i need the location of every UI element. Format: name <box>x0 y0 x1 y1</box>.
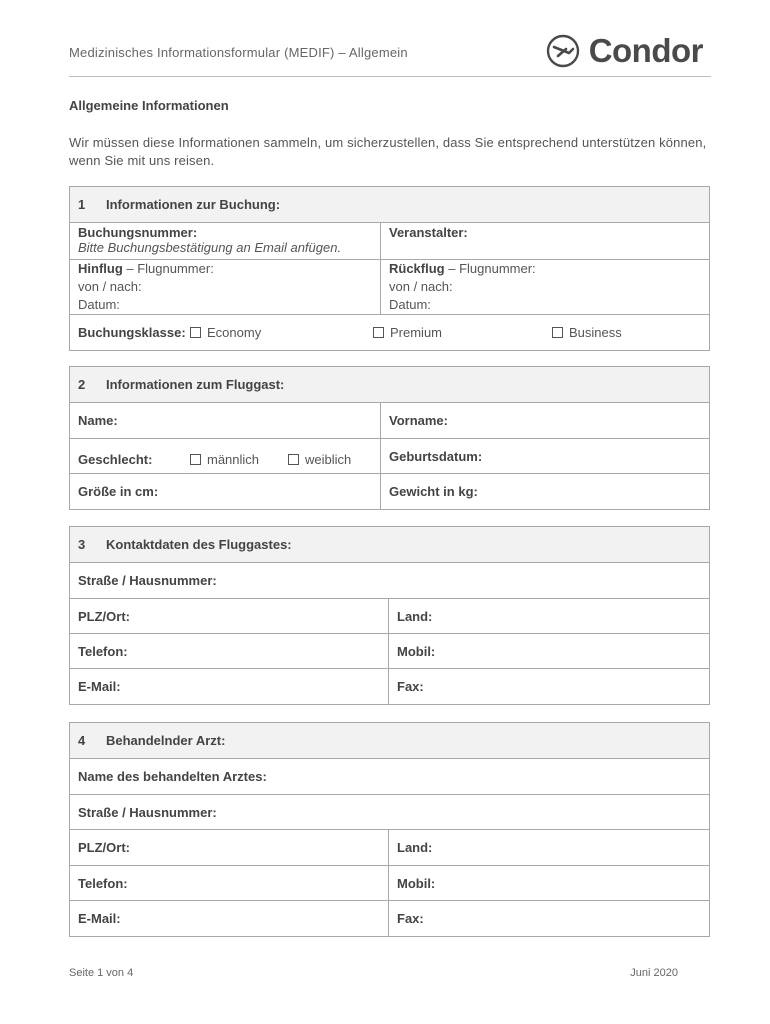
doctor-phone-label: Telefon: <box>78 875 128 891</box>
booking-class-field <box>70 315 709 350</box>
class-premium-option[interactable] <box>373 325 552 340</box>
return-flight-field[interactable] <box>380 260 709 314</box>
measurements-row <box>70 474 709 509</box>
doctor-fax-label: Fax: <box>397 911 424 926</box>
section-title: Kontaktdaten des Fluggastes: <box>106 537 292 552</box>
general-info-heading: Allgemeine Informationen <box>69 98 229 113</box>
phone-field[interactable] <box>70 634 388 668</box>
birthdate-label: Geburtsdatum: <box>389 448 483 464</box>
fax-label: Fax: <box>397 679 424 694</box>
height-field[interactable] <box>70 474 380 509</box>
section-number: 3 <box>78 537 86 552</box>
section-title: Informationen zur Buchung: <box>106 197 281 212</box>
booking-row <box>70 223 709 260</box>
organizer-label: Veranstalter: <box>389 225 468 240</box>
doctor-zip-row <box>70 830 709 866</box>
return-label: Rückflug <box>389 261 445 276</box>
class-business-option[interactable] <box>552 325 622 340</box>
doctor-phone-field[interactable] <box>70 866 388 900</box>
doctor-street-row <box>70 795 709 830</box>
outbound-flight-field[interactable] <box>70 260 380 314</box>
document-date: Juni 2020 <box>630 967 678 979</box>
class-economy-option[interactable] <box>190 325 373 340</box>
name-row <box>70 403 709 439</box>
firstname-field[interactable] <box>380 403 709 438</box>
doctor-street-field[interactable] <box>70 795 709 829</box>
doctor-street-label: Straße / Hausnummer: <box>78 804 217 820</box>
doctor-zip-label: PLZ/Ort: <box>78 840 130 855</box>
gender-female-option[interactable] <box>288 452 351 467</box>
doctor-name-field[interactable] <box>70 759 709 794</box>
section-doctor <box>69 722 710 937</box>
gender-row <box>70 439 709 474</box>
condor-logo <box>546 34 703 68</box>
name-label: Name: <box>78 413 118 428</box>
doctor-phone-row <box>70 866 709 901</box>
name-field[interactable] <box>70 403 380 438</box>
checkbox-icon[interactable] <box>373 327 384 338</box>
checkbox-icon[interactable] <box>190 454 201 465</box>
booking-class-label: Buchungsklasse: <box>78 325 186 340</box>
intro-text: Wir müssen diese Informationen sammeln, um sicherzustellen, dass Sie entsprechend unterstützen können, wenn Sie mit uns reisen. <box>69 135 707 168</box>
male-label: männlich <box>207 451 260 467</box>
weight-label: Gewicht in kg: <box>389 484 478 499</box>
premium-label: Premium <box>390 325 443 340</box>
section-title: Behandelnder Arzt: <box>106 733 226 748</box>
section-number: 2 <box>78 377 86 392</box>
outbound-date-label: Datum: <box>78 297 120 312</box>
country-label: Land: <box>397 608 433 624</box>
class-row <box>70 315 709 350</box>
doctor-email-field[interactable] <box>70 901 388 936</box>
doctor-mobile-field[interactable] <box>388 866 709 900</box>
condor-bird-logo-icon <box>546 34 580 68</box>
height-label: Größe in cm: <box>78 484 159 499</box>
checkbox-icon[interactable] <box>288 454 299 465</box>
section-number: 4 <box>78 733 86 748</box>
brand-name: Condor <box>588 32 703 69</box>
email-row <box>70 669 709 704</box>
phone-label: Telefon: <box>78 643 128 659</box>
outbound-flight-number-label: – Flugnummer: <box>126 261 214 276</box>
economy-label: Economy <box>207 325 262 340</box>
country-field[interactable] <box>388 599 709 633</box>
street-label: Straße / Hausnummer: <box>78 573 217 588</box>
page-header <box>69 32 711 77</box>
email-field[interactable] <box>70 669 388 704</box>
doctor-name-label: Name des behandelten Arztes: <box>78 769 267 784</box>
female-label: weiblich <box>305 451 352 467</box>
return-date-label: Datum: <box>389 297 431 312</box>
email-label: E-Mail: <box>78 679 121 694</box>
section-header <box>70 187 709 223</box>
booking-number-field[interactable] <box>70 223 380 259</box>
doctor-name-row <box>70 759 709 795</box>
business-label: Business <box>569 325 622 340</box>
doctor-fax-field[interactable] <box>388 901 709 936</box>
section-passenger <box>69 366 710 510</box>
outbound-from-to-label: von / nach: <box>78 279 142 294</box>
doctor-zip-field[interactable] <box>70 830 388 865</box>
gender-field <box>70 439 380 473</box>
flights-row <box>70 260 709 315</box>
mobile-label: Mobil: <box>397 643 436 659</box>
checkbox-icon[interactable] <box>552 327 563 338</box>
section-contact <box>69 526 710 705</box>
zip-field[interactable] <box>70 599 388 633</box>
zip-row <box>70 599 709 634</box>
section-header <box>70 527 709 563</box>
weight-field[interactable] <box>380 474 709 509</box>
return-flight-number-label: – Flugnummer: <box>448 261 536 276</box>
section-header <box>70 723 709 759</box>
booking-number-label: Buchungsnummer: <box>78 225 198 240</box>
doctor-email-row <box>70 901 709 936</box>
doctor-email-label: E-Mail: <box>78 911 121 926</box>
firstname-label: Vorname: <box>389 413 448 428</box>
fax-field[interactable] <box>388 669 709 704</box>
gender-male-option[interactable] <box>190 452 288 467</box>
page-number: Seite 1 von 4 <box>69 967 134 979</box>
organizer-field[interactable] <box>380 223 709 259</box>
street-field[interactable] <box>70 563 709 598</box>
doctor-country-field[interactable] <box>388 830 709 865</box>
doctor-mobile-label: Mobil: <box>397 875 436 891</box>
section-title: Informationen zum Fluggast: <box>106 377 285 392</box>
birthdate-field[interactable] <box>380 439 709 473</box>
booking-hint: Bitte Buchungsbestätigung an Email anfügen. <box>78 240 342 255</box>
section-header <box>70 367 709 403</box>
outbound-label: Hinflug <box>78 261 123 276</box>
gender-label: Geschlecht: <box>78 451 153 467</box>
phone-row <box>70 634 709 669</box>
return-from-to-label: von / nach: <box>389 279 453 294</box>
checkbox-icon[interactable] <box>190 327 201 338</box>
section-booking <box>69 186 710 351</box>
zip-label: PLZ/Ort: <box>78 608 130 624</box>
document-title: Medizinisches Informationsformular (MEDIF) – Allgemein <box>69 45 408 60</box>
mobile-field[interactable] <box>388 634 709 668</box>
doctor-country-label: Land: <box>397 840 433 855</box>
street-row <box>70 563 709 599</box>
section-number: 1 <box>78 197 86 212</box>
